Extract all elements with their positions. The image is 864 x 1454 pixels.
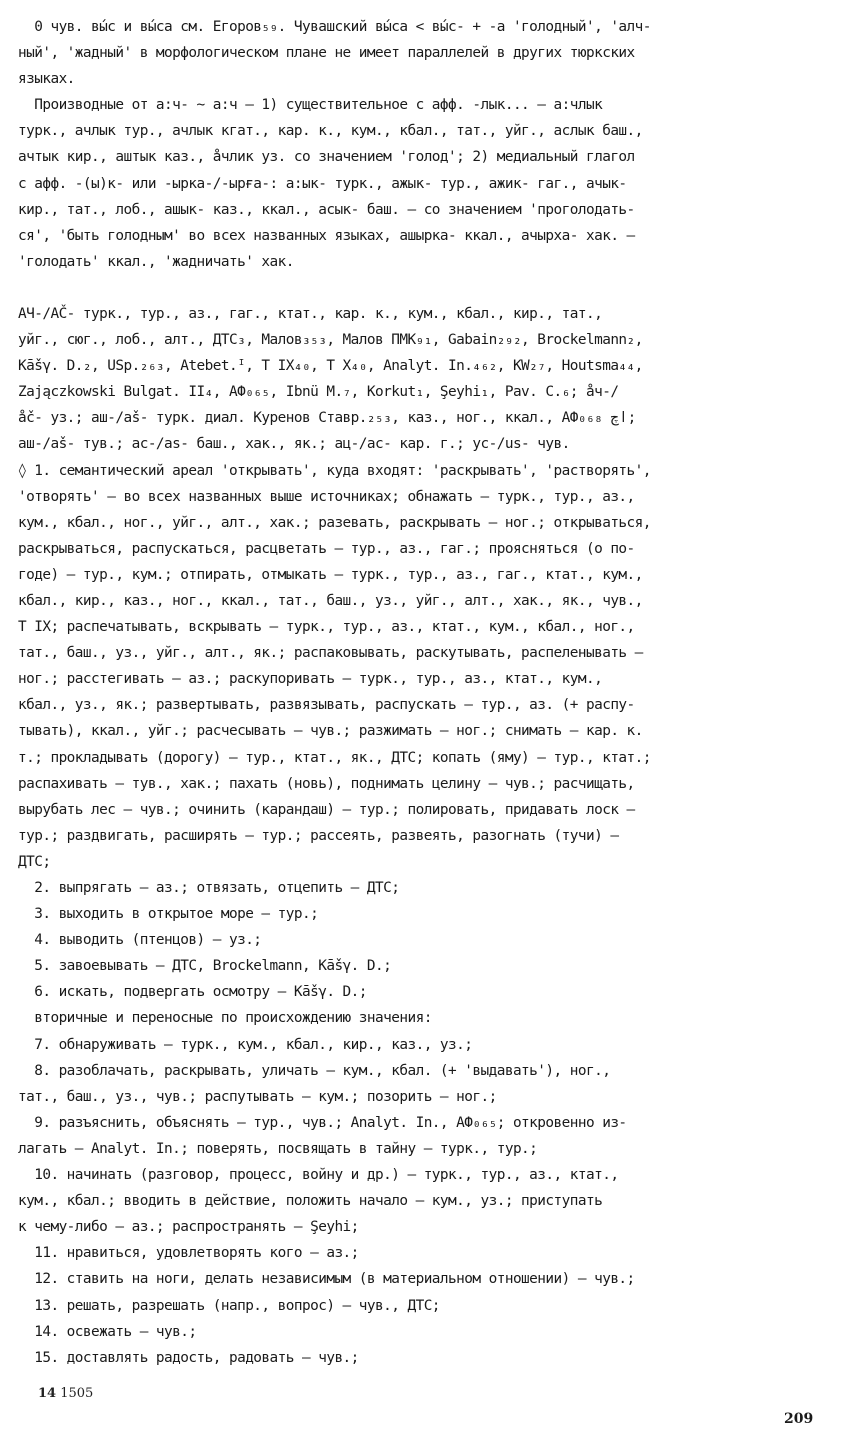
text-line: АЧ-/АČ- турк., тур., аз., гаг., ктат., кар. к., кум., кбал., кир., тат., [18,305,603,322]
text-line: с афф. -(ы)к- или -ырка-/-ырға-: а:ык- турк., ажык- тур., ажик- гаг., ачык- [18,175,627,192]
page-number: 209 [784,1411,814,1427]
text-line: ся', 'быть голодным' во всех названных языках, ашырка- ккал., ачырха- хак. – [18,227,635,244]
text-line: вырубать лес – чув.; очинить (карандаш) – тур.; полировать, придавать лоск – [18,801,635,818]
text-line: вторичные и переносные по происхождению значения: [18,1010,432,1027]
text-line: 7. обнаруживать – турк., кум., кбал., кир., каз., уз.; [18,1036,473,1053]
text-line: ног.; расстегивать – аз.; раскупоривать – турк., тур., аз., ктат., кум., [18,671,603,688]
text-line: 11. нравиться, удовлетворять кого – аз.; [18,1245,359,1262]
text-line: раскрываться, распускаться, расцветать – тур., аз., гаг.; проясняться (о по- [18,540,635,557]
text-line: тат., баш., уз., чув.; распутывать – кум.; позорить – ног.; [18,1088,497,1105]
text-line: ◊ 1. семантический ареал 'открывать', куда входят: 'раскрывать', 'растворять', [18,462,651,479]
text-line: кбал., уз., як.; развертывать, развязывать, распускать – тур., аз. (+ распу- [18,697,635,714]
dictionary-entry-ach [18,301,846,875]
text-line: 6. искать, подвергать осмотру – Kāšγ. D.; [18,984,367,1001]
text-line: 9. разъяснить, объяснять – тур., чув.; Analyt. In., АФ₀₆₅; откровенно из- [18,1114,627,1131]
derivatives-paragraph [18,92,846,275]
text-line: 13. решать, разрешать (напр., вопрос) – чув., ДТС; [18,1297,440,1314]
text-line: тат., баш., уз., уйг., алт., як.; распаковывать, раскутывать, распеленывать – [18,645,643,662]
text-line: т.; прокладывать (дорогу) – тур., ктат., як., ДТС; копать (яму) – тур., ктат.; [18,749,651,766]
text-line: 4. выводить (птенцов) – уз.; [18,932,262,949]
text-line: 14. освежать – чув.; [18,1323,197,1340]
text-line: а̊č- уз.; аш-/aš- турк. диал. Куренов Ставр.₂₅₃, каз., ног., ккал., АФ₀₆₈ اچ; [18,410,637,427]
text-line: к чему-либо – аз.; распространять – Şeyhi; [18,1219,359,1236]
text-line: 2. выпрягать – аз.; отвязать, отцепить – ДТС; [18,880,400,896]
text-line: ный', 'жадный' в морфологическом плане не имеет параллелей в других тюркских [18,45,635,62]
text-line: Zajączkowski Bulgat. II₄, АФ₀₆₅, Ibnü M.₇, Korkut₁, Şeyhi₁, Pav. C.₆; а̊ч-/ [18,384,619,401]
text-line: 0 чув. вы́с и вы́са см. Егоров₅₉. Чувашский вы́са < вы́с- + -а 'голодный', 'алч- [18,19,651,35]
text-line: лагать – Analyt. In.; поверять, посвящать в тайну – турк., тур.; [18,1140,538,1157]
text-line: уйг., сюг., лоб., алт., ДТС₃, Малов₃₅₃, Малов ПМК₉₁, Gabain₂₉₂, Brockelmann₂, [18,332,643,349]
text-line: 5. завоевывать – ДТС, Brockelmann, Kāšγ. D.; [18,958,392,975]
text-line: Производные от а:ч- ~ а:ч – 1) существительное с афф. -лык... – а:члык [18,97,603,114]
page-body [18,14,846,1371]
text-line: кум., кбал., ног., уйг., алт., хак.; разевать, раскрывать – ног.; открываться, [18,514,651,531]
text-line: кир., тат., лоб., ашык- каз., ккал., асык- баш. – со значением 'проголодать- [18,201,635,218]
text-line: распахивать – тув., хак.; пахать (новь), поднимать целину – чув.; расчищать, [18,775,635,792]
text-line: тур.; раздвигать, расширять – тур.; рассеять, развеять, разогнать (тучи) – [18,827,619,844]
text-line: кум., кбал.; вводить в действие, положить начало – кум., уз.; приступать [18,1193,603,1210]
text-line: годе) – тур., кум.; отпирать, отмыкать – турк., тур., аз., гаг., ктат., кум., [18,566,643,583]
meanings-list [18,875,846,1371]
text-line: 12. ставить на ноги, делать независимым (в материальном отношении) – чув.; [18,1271,635,1288]
signature-code: 1505 [60,1386,94,1401]
text-line: ачтык кир., аштык каз., а̊члик уз. со значением 'голод'; 2) медиальный глагол [18,149,635,166]
text-line: 8. разоблачать, раскрывать, уличать – кум., кбал. (+ 'выдавать'), ног., [18,1062,611,1079]
text-line: 15. доставлять радость, радовать – чув.; [18,1349,359,1366]
text-line: языках. [18,71,75,88]
text-line: 'отворять' – во всех названных выше источниках; обнажать – турк., тур., аз., [18,488,635,505]
section-spacer [18,275,846,301]
text-line: турк., ачлык тур., ачлык кгат., кар. к., кум., кбал., тат., уйг., аслык баш., [18,123,643,140]
text-line: тывать), ккал., уйг.; расчесывать – чув.; разжимать – ног.; снимать – кар. к. [18,723,643,740]
text-line: ДТС; [18,853,51,870]
etymology-paragraph [18,14,846,92]
text-line: аш-/аš- тув.; ас-/as- баш., хак., як.; ац-/ac- кар. г.; ус-/us- чув. [18,436,570,453]
text-line: 'голодать' ккал., 'жадничать' хак. [18,253,294,270]
text-line: кбал., кир., каз., ног., ккал., тат., баш., уз., уйг., алт., хак., як., чув., [18,592,643,609]
signature-number: 14 [38,1386,57,1401]
text-line: Kāšγ. D.₂, USp.₂₆₃, Atebet.ᴵ, T IX₄₀, T X₄₀, Analyt. In.₄₆₂, KW₂₇, Houtsma₄₄, [18,358,643,375]
text-line: T IX; распечатывать, вскрывать – турк., тур., аз., ктат., кум., кбал., ног., [18,619,635,636]
text-line: 3. выходить в открытое море – тур.; [18,906,319,923]
printer-signature [38,1386,93,1401]
text-line: 10. начинать (разговор, процесс, войну и др.) – турк., тур., аз., ктат., [18,1167,619,1184]
